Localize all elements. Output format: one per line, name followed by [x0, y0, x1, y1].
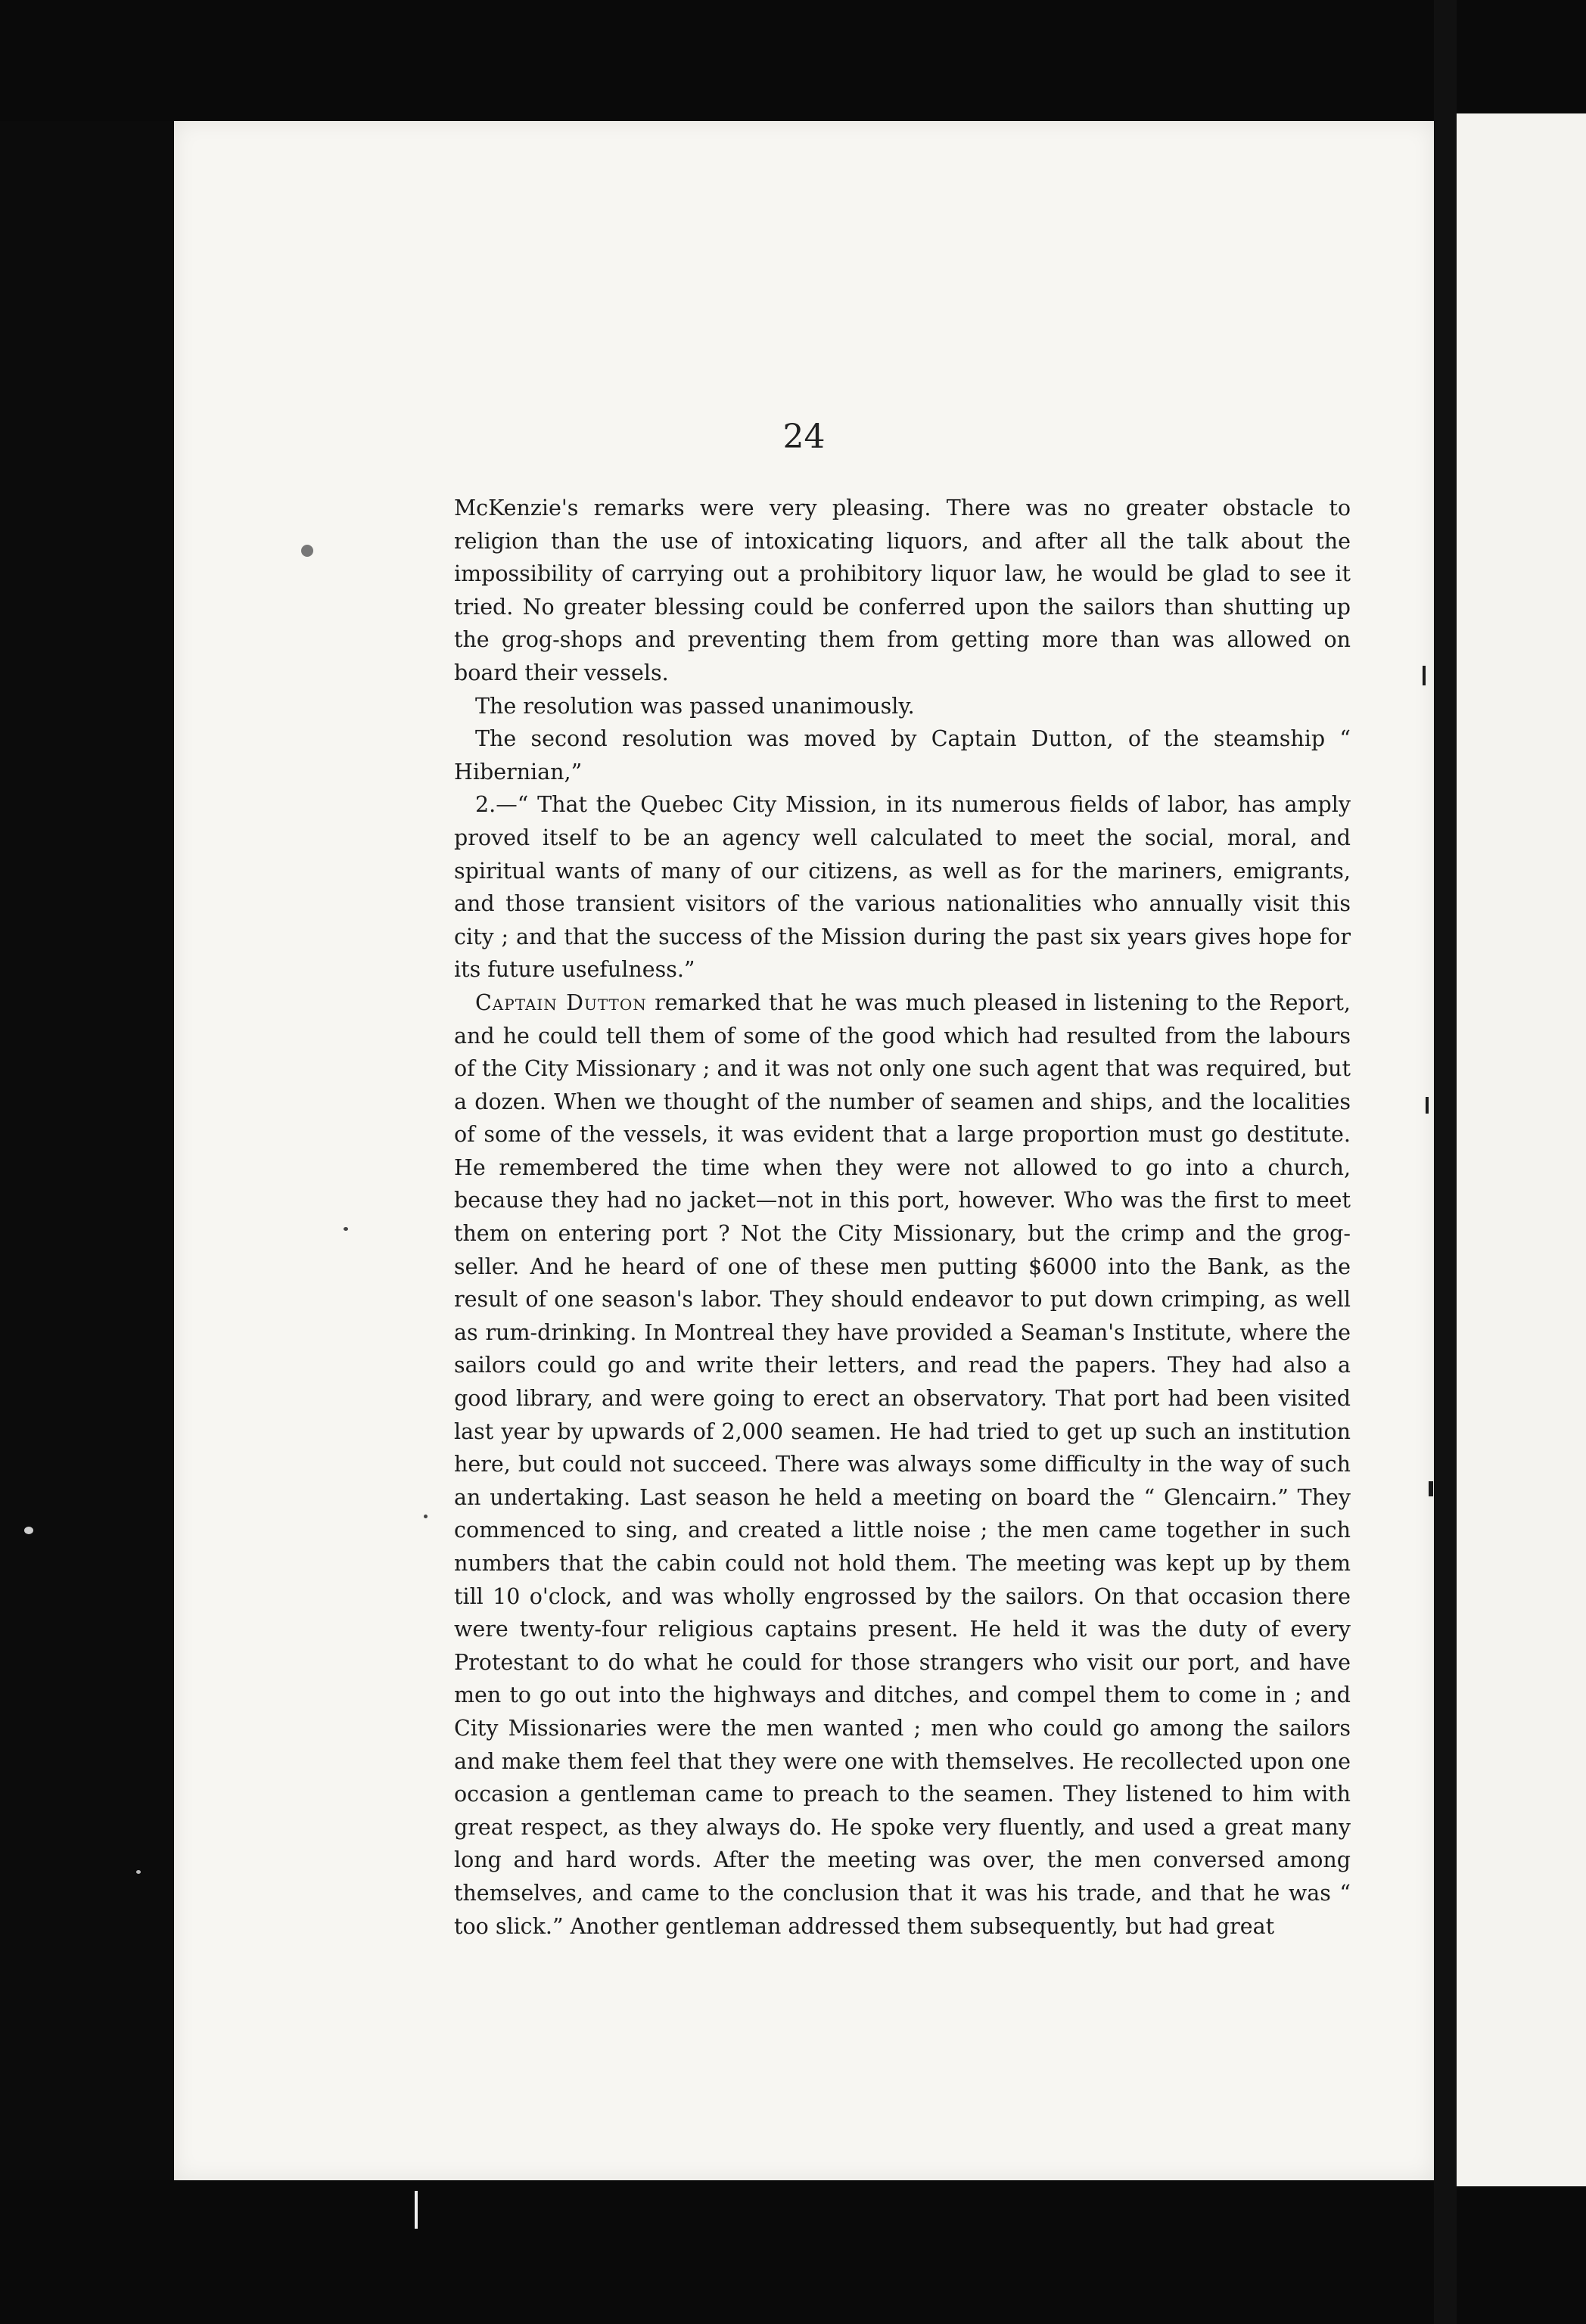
page-edge-mark: [1426, 1097, 1429, 1114]
paragraph-3: The second resolution was moved by Captain Dutton, of the steamship “ Hibernian,”: [454, 726, 1351, 785]
speaker-name: Captain Dutton: [475, 990, 647, 1015]
paragraph-2: The resolution was passed unanimously.: [475, 693, 915, 719]
paper-speck: [344, 1227, 348, 1231]
scan-speck: [24, 1527, 33, 1534]
page-edge-mark: [415, 2191, 418, 2229]
paragraph-1: McKenzie's remarks were very pleasing. There was no greater obstacle to religion than the use of intoxicating liquors, and after all the talk about the impossibility of carrying out a prohibitory liquor law, he would be glad to see it tried. No greater blessing could be conferred upon the sailors than shutting up the grog-shops and preventing them from getting more than was allowed on board their vessels.: [454, 496, 1351, 685]
book-page: [174, 121, 1434, 2180]
page-gutter-shadow: [1434, 0, 1457, 2324]
page-number: 24: [782, 418, 826, 456]
paragraph-5-body: remarked that he was much pleased in listening to the Report, and he could tell them of some of the good which had resulted from the labours of the City Missionary ; and it was not only one such agent that was required, but a dozen. When we thought of the number of seamen and ships, and the localities of some of the vessels, it was evident that a large proportion must go destitute. He remembered the time when they were not allowed to go into a church, because they had no jacket—not in this port, however. Who was the first to meet them on entering port ? Not the City Missionary, but the crimp and the grog-seller. And he heard of one of these men putting $6000 into the Bank, as the result of one season's labor. They should endeavor to put down crimping, as well as rum-drinking. In Montreal they have provided a Seaman's Institute, where the sailors could go and write their letters, and read the papers. They had also a good library, and were going to erect an observatory. That port had been visited last year by upwards of 2,000 seamen. He had tried to get up such an institution here, but could not succeed. There was always some difficulty in the way of such an undertaking. Last season he held a meeting on board the “ Glencairn.” They commenced to sing, and created a little noise ; the men came together in such numbers that the cabin could not hold them. The meeting was kept up by them till 10 o'clock, and was wholly engrossed by the sailors. On that occasion there were twenty-four religious captains present. He held it was the duty of every Protestant to do what he could for those strangers who visit our port, and have men to go out into the highways and ditches, and compel them to come in ; and City Missionaries were the men wanted ; men who could go among the sailors and make them feel that they were one with themselves. He recollected upon one occasion a gentleman came to preach to the seamen. They listened to him with great respect, as they always do. He spoke very fluently, and used a great many long and hard words. After the meeting was over, the men conversed among themselves, and came to the conclusion that it was his trade, and that he was “ too slick.” Another gentleman addressed them subsequently, but had great: [454, 990, 1351, 1939]
paper-speck: [424, 1515, 428, 1518]
scan-left-border: [0, 0, 174, 2324]
body-text: [454, 492, 1351, 1943]
page-edge-mark: [1423, 666, 1426, 685]
scan-speck: [136, 1870, 141, 1874]
adjacent-page-edge: [1457, 113, 1586, 2186]
paragraph-5: [454, 986, 1351, 1943]
resolution-text: 2.—“ That the Quebec City Mission, in its numerous fields of labor, has amply proved itself to be an agency well calculated to meet the social, moral, and spiritual wants of many of our citizens, as well as for the mariners, emigrants, and those transient visitors of the various nationalities who annually visit this city ; and that the success of the Mission during the past six years gives hope for its future usefulness.”: [454, 792, 1351, 983]
scan-top-border: [0, 0, 1586, 121]
scan-bottom-border: [0, 2180, 1586, 2324]
page-edge-mark: [1429, 1481, 1433, 1496]
paper-speck: [301, 545, 313, 557]
